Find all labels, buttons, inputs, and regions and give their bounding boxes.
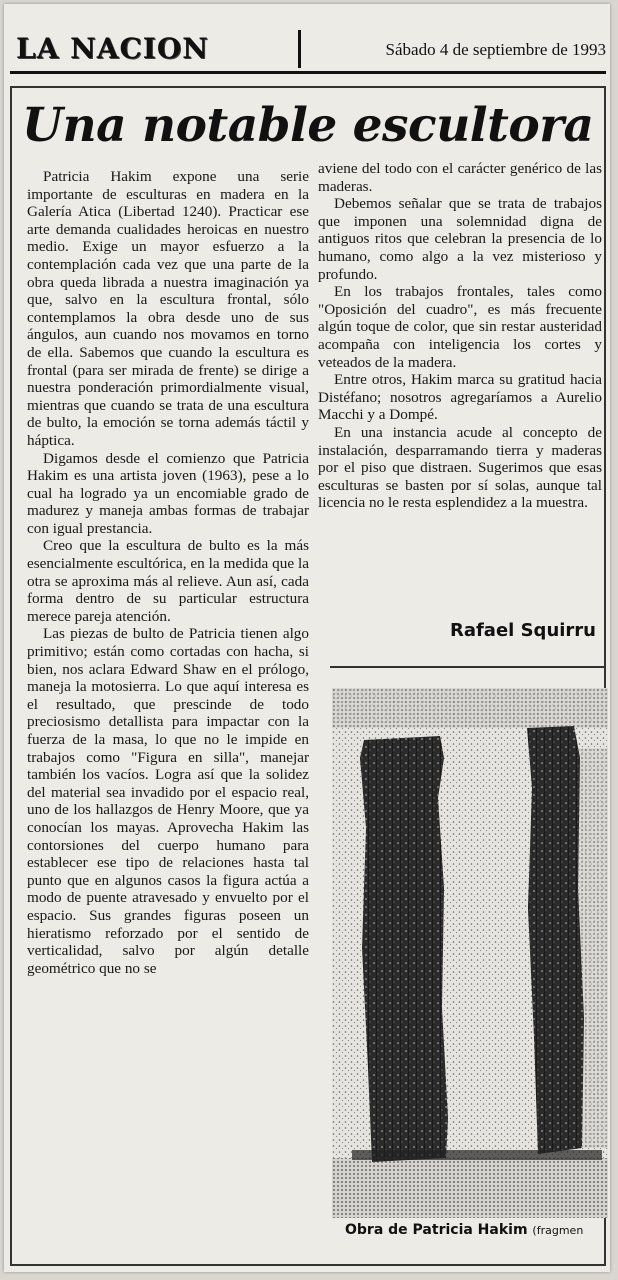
article-paragraph: Las piezas de bulto de Patricia tienen algo primitivo; están como cortadas con hacha, si bien, nos aclara Edward Shaw en el prólogo, maneja la motosierra. Lo que aquí interesa es el resultado, que prescinde de todo preciosismo detallista para impactar con la fuerza de la masa, lo que no le impide en trabajos como "Figura en silla", manejar también los vacíos. Logra así que la solidez del material sea invadido por el espacio real, uno de los hallazgos de Henry Moore, que ya conocían los mayas. Aprovecha Hakim las contorsiones del cuerpo humano para establecer ese tipo de relaciones hasta tal punto que en algunos casos la figura actúa a modo de puente atravesado y envuelto por el espacio. Sus grandes figuras poseen un hieratismo reforzado por el sentido de verticalidad, salvo por algún detalle geométrico que no se	[27, 625, 309, 977]
sculpture-photo	[332, 688, 608, 1218]
article-paragraph: Entre otros, Hakim marca su gratitud hacia Distéfano; nosotros agregaríamos a Aurelio Macchi y a Dompé.	[318, 371, 602, 424]
article-paragraph: Creo que la escultura de bulto es la más esencialmente escultórica, en la medida que la otra se aproxima más al relieve. Aun así, cada forma dentro de su particular estructura merece pareja atención.	[27, 537, 309, 625]
masthead	[10, 28, 606, 74]
article-paragraph: En una instancia acude al concepto de instalación, desparramando tierra y maderas por el piso que distraen. Sugerimos que esas esculturas se basten por sí solas, aunque tal licencia no le resta esplendidez a la muestra.	[318, 423, 602, 512]
article-title: Una notable escultora	[22, 98, 594, 153]
sculpture-photo-image	[332, 688, 608, 1218]
photo-caption	[345, 1222, 607, 1238]
photo-caption-text: Obra de Patricia Hakim	[345, 1222, 528, 1238]
article-paragraph: Digamos desde el comienzo que Patricia Hakim es una artista joven (1963), pese a lo cual ha logrado ya un encomiable grado de madurez y maneja ambas formas de trabajar con igual prestancia.	[27, 449, 309, 537]
article-paragraph: aviene del todo con el carácter genérico de las maderas.	[318, 160, 602, 195]
newspaper-logo: LA NACION	[16, 32, 209, 65]
article-paragraph: En los trabajos frontales, tales como "Oposición del cuadro", es más frecuente algún toque de color, que sin restar austeridad acompaña con inteligencia los cortes y veteados de la madera.	[318, 283, 602, 371]
masthead-separator	[298, 30, 301, 68]
article-paragraph: Patricia Hakim expone una serie importante de esculturas en madera en la Galería Atica (Libertad 1240). Practicar ese arte demanda cualidades heroicas en nuestro medio. Exige un mayor esfuerzo a la contemplación cada vez que una parte de la obra queda librada a nuestra imaginación ya que, salvo en la escultura frontal, sólo contemplamos la obra desde uno de sus ángulos, aun cuando nos movamos en torno de ella. Sabemos que cuando la escultura es frontal (para ser mirada de frente) se dirige a nuestra ponderación primordialmente visual, mientras que cuando se trata de una escultura de bulto, la emoción se torna además táctil y háptica.	[27, 168, 309, 449]
author-byline: Rafael Squirru	[449, 620, 596, 641]
article-paragraph: Debemos señalar que se trata de trabajos que imponen una solemnidad digna de antiguos ritos que celebran la presencia de lo humano, como algo a la vez misterioso y profundo.	[318, 195, 602, 283]
issue-date: Sábado 4 de septiembre de 1993	[385, 40, 606, 59]
divider-rule	[330, 666, 606, 668]
article-column-right	[318, 160, 602, 620]
article-column-left	[27, 168, 309, 1250]
photo-caption-fragment: (fragmen	[532, 1224, 584, 1237]
